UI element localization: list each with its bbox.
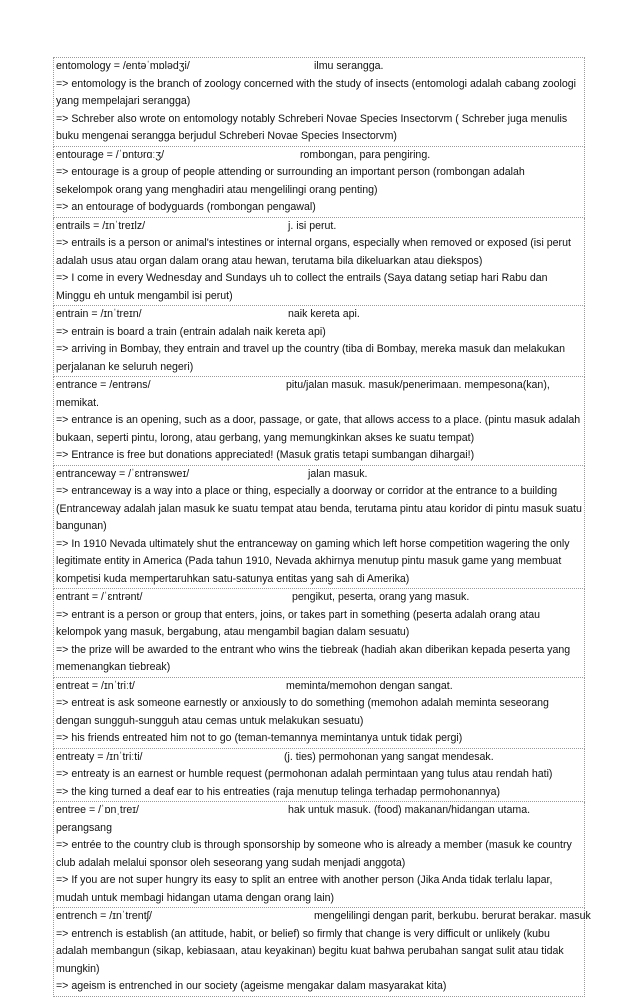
entry-headword-line — [56, 377, 582, 412]
entry-example-line: => an entourage of bodyguards (rombongan pengawal) — [56, 201, 316, 213]
entry-headword-line — [56, 306, 582, 324]
entry-headword-line — [56, 678, 582, 696]
entry-example-line: => arriving in Bombay, they entrain and travel up the country (tiba di Bombay, mereka masuk dan melakukan perjalanan ke seluruh negeri) — [56, 343, 565, 373]
dictionary-entry — [53, 218, 585, 307]
entry-translation: hak untuk masuk. (food) makanan/hidangan utama. perangsang — [56, 804, 531, 834]
entry-translation: ilmu serangga. — [314, 60, 384, 72]
dictionary-entry — [53, 749, 585, 803]
entry-example-line: => entrant is a person or group that enters, joins, or takes part in something (peserta adalah orang atau kelompok yang masuk, bergabung, atau mengambil bagian dalam sesuatu) — [56, 608, 541, 638]
entry-translation: pitu/jalan masuk. masuk/penerimaan. mempesona(kan), memikat. — [56, 379, 550, 409]
entry-headword: entreaty = /ɪnˈtriːti/ — [56, 750, 143, 763]
entry-example-line: => entranceway is a way into a place or thing, especially a doorway or corridor at the entrance to a building (Entranceway adalah jalan masuk ke suatu tempat atau benda, terutama pintu atau koridor di pintu masuk suatu bangunan) — [56, 485, 582, 532]
entry-example-line: => entourage is a group of people attending or surrounding an important person (rombongan adalah sekelompok orang yang menghadiri atau mengelilingi orang penting) — [56, 166, 525, 196]
dictionary-entry — [53, 306, 585, 377]
entry-translation: mengelilingi dengan parit, berkubu. berurat berakar. masuk — [314, 910, 591, 922]
entry-headword-line — [56, 908, 591, 926]
entry-translation: j. isi perut. — [288, 219, 337, 232]
entry-headword-line — [56, 589, 582, 607]
entry-example-line: => Schreber also wrote on entomology notably Schreberi Novae Species Insectorvm ( Schreber juga menulis buku mengenai serangga berjudul Schreberi Novae Species Insectorvm) — [56, 112, 568, 142]
entry-headword-line — [56, 802, 582, 837]
entry-example-line: => If you are not super hungry its easy to split an entree with another person (Jika Anda tidak terlalu lapar, mudah untuk membagi hidangan utama dengan orang lain) — [56, 874, 553, 904]
entry-example-line: => Entrance is free but donations appreciated! (Masuk gratis tetapi sumbangan dihargai!) — [56, 449, 475, 461]
dictionary-page — [53, 57, 591, 997]
entry-example-line: => his friends entreated him not to go (teman-temannya memintanya untuk tidak pergi) — [56, 732, 463, 744]
entry-headword-line — [56, 147, 582, 165]
entry-headword: entrance = /entrəns/ — [56, 379, 151, 391]
dictionary-entry — [53, 466, 585, 590]
entry-example-line: => entrée to the country club is through sponsorship by someone who is already a member (masuk ke country club adalah melalui sponsor oleh seseorang yang sudah menjadi anggota) — [56, 839, 572, 869]
entry-example-line: => entrench is establish (an attitude, habit, or belief) so firmly that change is very difficult or unlikely (kubu adalah membangun (sikap, kebiasaan, atau keyakinan) begitu kuat bahwa perubahan sangat sulit atau tidak mungkin) — [56, 927, 564, 975]
entry-translation: naik kereta api. — [288, 308, 360, 320]
entry-translation: pengikut, peserta, orang yang masuk. — [292, 591, 470, 603]
entry-headword: entreat = /ɪnˈtriːt/ — [56, 679, 135, 692]
entry-headword: entrails = /ɪnˈtreɪlz/ — [56, 219, 146, 232]
entry-example-line: => In 1910 Nevada ultimately shut the entranceway on gaming which left horse competition wagering the only legitimate entity in America (Pada tahun 1910, Nevada akhirnya menutup pintu masuk game yang membuat kompetisi kuda mempertaruhkan satu-satunya entitas yang sah di Amerika) — [56, 537, 570, 585]
entry-translation: meminta/memohon dengan sangat. — [286, 679, 453, 692]
entry-headword-line — [56, 218, 582, 236]
entry-headword-line — [56, 58, 582, 76]
dictionary-entry — [53, 589, 585, 678]
entry-headword: entranceway = /ˈɛntrənsweɪ/ — [56, 467, 190, 480]
entry-example-line: => entrails is a person or animal's intestines or internal organs, especially when removed or exposed (isi perut adalah usus atau organ dalam orang atau hewan, terutama bila dikeluarkan atau diekspos) — [56, 237, 571, 267]
dictionary-entry — [53, 377, 585, 466]
entry-headword: entrench = /ɪnˈtrentʃ/ — [56, 910, 152, 922]
entry-translation: jalan masuk. — [308, 467, 368, 480]
entry-translation: rombongan, para pengiring. — [300, 148, 431, 161]
entry-example-line: => entrain is board a train (entrain adalah naik kereta api) — [56, 325, 326, 338]
dictionary-entry — [53, 57, 585, 147]
dictionary-entry — [53, 802, 585, 908]
entry-example-line: => the prize will be awarded to the entrant who wins the tiebreak (hadiah akan diberikan kepada peserta yang memenangkan tiebreak) — [56, 643, 571, 673]
entry-headword: entourage = /ˈɒntʊrɑːʒ/ — [56, 148, 165, 161]
dictionary-entry — [53, 678, 585, 749]
entry-example-line: => entomology is the branch of zoology concerned with the study of insects (entomologi adalah cabang zoologi yang mempelajari serangga) — [56, 77, 577, 107]
dictionary-entry — [53, 147, 585, 218]
entry-example-line: => I come in every Wednesday and Sundays uh to collect the entrails (Saya datang setiap hari Rabu dan Minggu eh untuk mengambil isi perut) — [56, 272, 548, 302]
entry-example-line: => entreat is ask someone earnestly or anxiously to do something (memohon adalah meminta seseorang dengan sungguh-sungguh atau cemas untuk melakukan sesuatu) — [56, 697, 549, 727]
entry-example-line: => the king turned a deaf ear to his entreaties (raja menutup telinga terhadap permohonannya) — [56, 785, 501, 798]
entry-headword-line — [56, 749, 582, 767]
entry-headword: entomology = /entəˈmɒlədʒi/ — [56, 60, 190, 72]
entry-translation: (j. ties) permohonan yang sangat mendesak. — [284, 750, 494, 763]
entry-example-line: => entreaty is an earnest or humble request (permohonan adalah permintaan yang tulus atau rendah hati) — [56, 768, 553, 780]
entry-example-line: => entrance is an opening, such as a door, passage, or gate, that allows access to a place. (pintu masuk adalah bukaan, seperti pintu, lorong, atau gerbang, yang memungkinkan akses ke suatu tempat) — [56, 414, 581, 444]
entry-headword-line — [56, 466, 582, 484]
dictionary-entry — [53, 908, 591, 997]
entry-headword: entrant = /ˈɛntrənt/ — [56, 591, 143, 603]
entry-example-line: => ageism is entrenched in our society (ageisme mengakar dalam masyarakat kita) — [56, 980, 447, 992]
entry-headword: entrain = /ɪnˈtreɪn/ — [56, 308, 142, 320]
entry-headword: entree = /ˈɒnˌtreɪ/ — [56, 804, 139, 816]
